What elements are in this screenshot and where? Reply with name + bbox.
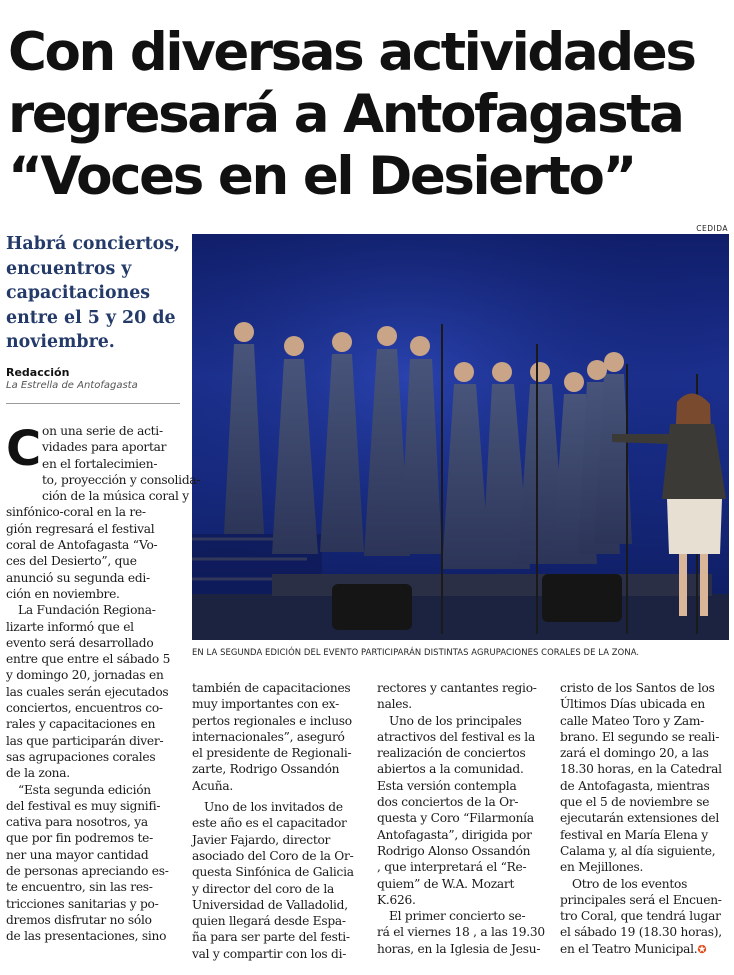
body-text-line: de Antofagasta, mientras: [560, 778, 710, 793]
body-text-line: ña para ser parte del festi-: [192, 930, 350, 945]
body-text-line: to, proyección y consolida-: [42, 472, 201, 487]
body-column-4: [560, 680, 730, 958]
body-text-line: pertos regionales e incluso: [192, 713, 352, 728]
body-text-line: Universidad de Valladolid,: [192, 897, 348, 912]
body-text-line: principales será el Encuen-: [560, 892, 722, 907]
body-text-line: brano. El segundo se reali-: [560, 729, 720, 744]
body-text-line: abiertos a la comunidad.: [377, 762, 524, 777]
body-text-line: entre que entre el sábado 5: [6, 652, 171, 667]
body-text-line: rá el viernes 18 , a las 19.30: [377, 925, 545, 940]
body-text-line: “Esta segunda edición: [18, 782, 151, 797]
body-text-line: asociado del Coro de la Or-: [192, 848, 354, 863]
body-text-line: que por fin podremos te-: [6, 831, 153, 846]
body-text-line: te encuentro, sin las res-: [6, 880, 153, 895]
body-text-line: el sábado 19 (18.30 horas),: [560, 925, 722, 940]
subheadline-line-1: Habrá conciertos,: [6, 234, 181, 254]
body-text-line: anunció su segunda edi-: [6, 570, 150, 585]
photo-credit: CEDIDA: [696, 224, 728, 233]
body-text-line: on una serie de acti-: [42, 424, 163, 438]
headline-line-1: Con diversas actividades: [8, 22, 695, 83]
body-text-line: El primer concierto se-: [389, 909, 526, 924]
body-text-line: el presidente de Regionali-: [192, 746, 352, 761]
choir-illustration: [192, 234, 729, 640]
body-text-line: La Fundación Regiona-: [18, 603, 156, 618]
body-text-line: ejecutarán extensiones del: [560, 811, 719, 826]
photo-caption: EN LA SEGUNDA EDICIÓN DEL EVENTO PARTICIPARÁN DISTINTAS AGRUPACIONES CORALES DE LA ZONA.: [192, 647, 640, 657]
body-text-line: ción en noviembre.: [6, 586, 120, 601]
body-text-line: Acuña.: [192, 778, 233, 793]
body-text-line: Otro de los eventos: [572, 876, 688, 891]
body-text-line: dos conciertos de la Or-: [377, 795, 519, 810]
body-text-line: tricciones sanitarias y po-: [6, 896, 159, 911]
body-text-line: y director del coro de la: [192, 881, 335, 896]
body-text-line: vidades para aportar: [42, 440, 167, 455]
subheadline-line-2: encuentros y: [6, 258, 132, 279]
body-text-line: tro Coral, que tendrá lugar: [560, 909, 721, 924]
body-text-line: questa Sinfónica de Galicia: [192, 865, 354, 880]
body-text-line: las que participarán diver-: [6, 733, 164, 748]
headline: [8, 22, 728, 208]
body-text-line: en el Teatro Municipal.✪: [560, 941, 707, 956]
body-text-line: cativa para nosotros, ya: [6, 815, 148, 830]
body-text-line: de personas apreciando es-: [6, 864, 169, 879]
end-of-article-icon: ✪: [697, 942, 707, 956]
body-text-line: festival en María Elena y: [560, 827, 708, 842]
body-text-line: calle Mateo Toro y Zam-: [560, 713, 705, 728]
body-text-line: zará el domingo 20, a las: [560, 746, 709, 761]
body-column-2: [192, 680, 368, 962]
body-text-line: ción de la música coral y: [42, 489, 189, 504]
body-text-line: coral de Antofagasta “Vo-: [6, 538, 158, 553]
headline-line-2: regresará a Antofagasta: [8, 84, 683, 145]
drop-cap: C: [6, 421, 42, 477]
body-text-line: realización de conciertos: [377, 746, 526, 761]
choir-photo: [192, 234, 729, 640]
body-text-line: Uno de los principales: [389, 713, 522, 728]
body-text-line: gión regresará el festival: [6, 521, 155, 536]
subheadline-line-4: entre el 5 y 20 de: [6, 307, 176, 328]
body-text-line: en Mejillones.: [560, 860, 644, 875]
body-text-line: y domingo 20, jornadas en: [6, 668, 164, 683]
body-text-line: las cuales serán ejecutados: [6, 684, 169, 699]
body-text-line: K.626.: [377, 892, 416, 907]
body-text-line: zarte, Rodrigo Ossandón: [192, 762, 340, 777]
body-text-line: Rodrigo Alonso Ossandón: [377, 843, 531, 858]
body-text-line: internacionales”, aseguró: [192, 729, 345, 744]
body-text-line: en el fortalecimien-: [42, 456, 158, 471]
body-text-line: rectores y cantantes regio-: [377, 681, 537, 695]
body-text-line: val y compartir con los di-: [192, 946, 347, 961]
body-text-line: que el 5 de noviembre se: [560, 795, 710, 810]
body-text-line: quiem” de W.A. Mozart: [377, 876, 515, 891]
body-text-line: evento será desarrollado: [6, 635, 154, 650]
byline-publication: La Estrella de Antofagasta: [6, 380, 138, 391]
body-column-3: [377, 680, 549, 957]
body-text-line: Esta versión contempla: [377, 778, 517, 793]
headline-line-3: “Voces en el Desierto”: [8, 146, 635, 207]
body-text-line: sas agrupaciones corales: [6, 749, 156, 764]
body-text-line: 18.30 horas, en la Catedral: [560, 762, 722, 777]
body-text-line: de las presentaciones, sino: [6, 929, 167, 944]
body-text-line: horas, en la Iglesia de Jesu-: [377, 941, 541, 956]
body-text-line: muy importantes con ex-: [192, 697, 339, 712]
byline-author: Redacción: [6, 366, 70, 379]
body-text-line: conciertos, encuentros co-: [6, 701, 163, 716]
body-text-line: atractivos del festival es la: [377, 729, 535, 744]
body-text-line: ces del Desierto”, que: [6, 554, 137, 569]
body-text-line: Calama y, al día siguiente,: [560, 843, 716, 858]
subheadline-line-5: noviembre.: [6, 332, 115, 352]
body-text-line: , que interpretará el “Re-: [377, 860, 527, 875]
body-text-line: questa y Coro “Filarmonía: [377, 811, 534, 826]
body-text-line: este año es el capacitador: [192, 816, 347, 831]
body-text-line: rales y capacitaciones en: [6, 717, 156, 732]
subheadline-line-3: capacitaciones: [6, 283, 151, 303]
byline-divider: [6, 403, 180, 404]
body-column-1: [6, 423, 201, 945]
body-text-line: sinfónico-coral en la re-: [6, 505, 146, 520]
body-text-line: ner una mayor cantidad: [6, 847, 149, 862]
body-text-line: lizarte informó que el: [6, 619, 134, 634]
body-text-line: Uno de los invitados de: [204, 800, 343, 815]
body-text-line: dremos disfrutar no sólo: [6, 912, 152, 927]
body-text-line: Antofagasta”, dirigida por: [377, 827, 532, 842]
body-text-line: de la zona.: [6, 766, 70, 781]
body-text-line: también de capacitaciones: [192, 681, 351, 695]
body-text-line: quien llegará desde Espa-: [192, 914, 346, 929]
body-text-line: Últimos Días ubicada en: [560, 697, 705, 712]
byline: [6, 366, 186, 391]
body-text-line: nales.: [377, 697, 412, 712]
subheadline: [6, 232, 186, 355]
body-text-line: cristo de los Santos de los: [560, 681, 715, 695]
body-text-line: del festival es muy signifi-: [6, 798, 161, 813]
body-text-line: Javier Fajardo, director: [192, 832, 331, 847]
